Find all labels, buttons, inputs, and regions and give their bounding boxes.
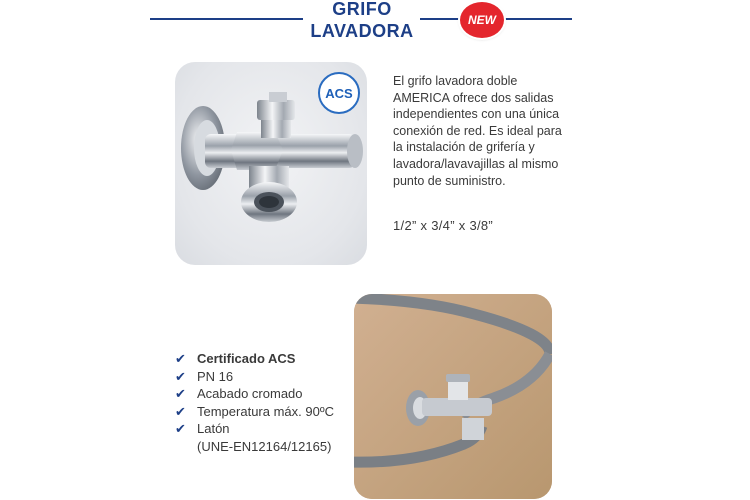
feature-item — [175, 420, 334, 455]
feature-item — [175, 403, 334, 421]
check-icon: ✔ — [175, 351, 186, 366]
feature-text: Acabado cromado — [197, 386, 303, 401]
check-icon: ✔ — [175, 368, 186, 384]
check-icon: ✔ — [175, 421, 186, 436]
feature-item — [175, 385, 334, 403]
title-line-2: LAVADORA — [310, 21, 414, 41]
feature-item — [175, 368, 334, 386]
acs-seal-text: ACS — [325, 85, 353, 101]
installed-valve-illustration — [354, 294, 552, 499]
feature-item — [175, 350, 334, 368]
feature-text: Temperatura máx. 90ºC — [197, 403, 334, 419]
header-rule-left — [150, 18, 303, 20]
new-badge: NEW — [460, 2, 504, 38]
feature-text: PN 16 — [197, 368, 234, 384]
title-line-1: GRIFO — [332, 0, 392, 19]
feature-text-line: Latón — [197, 421, 230, 436]
page-title — [300, 0, 424, 42]
feature-text — [197, 420, 331, 455]
product-size: 1/2” x 3/4” x 3/8” — [393, 218, 494, 233]
acs-certification-seal — [318, 72, 360, 114]
check-icon: ✔ — [175, 403, 186, 419]
feature-list — [175, 350, 334, 455]
installation-photo — [354, 294, 552, 499]
feature-text-line: (UNE-EN12164/12165) — [197, 438, 332, 454]
check-icon: ✔ — [175, 386, 186, 401]
product-description: El grifo lavadora doble AMERICA ofrece dos salidas independientes con una única conexión de red. Es ideal para la instalación de grifería y lavadora/lavavajillas al mismo punto de suministro. — [393, 74, 562, 188]
feature-text: Certificado ACS — [197, 351, 296, 366]
